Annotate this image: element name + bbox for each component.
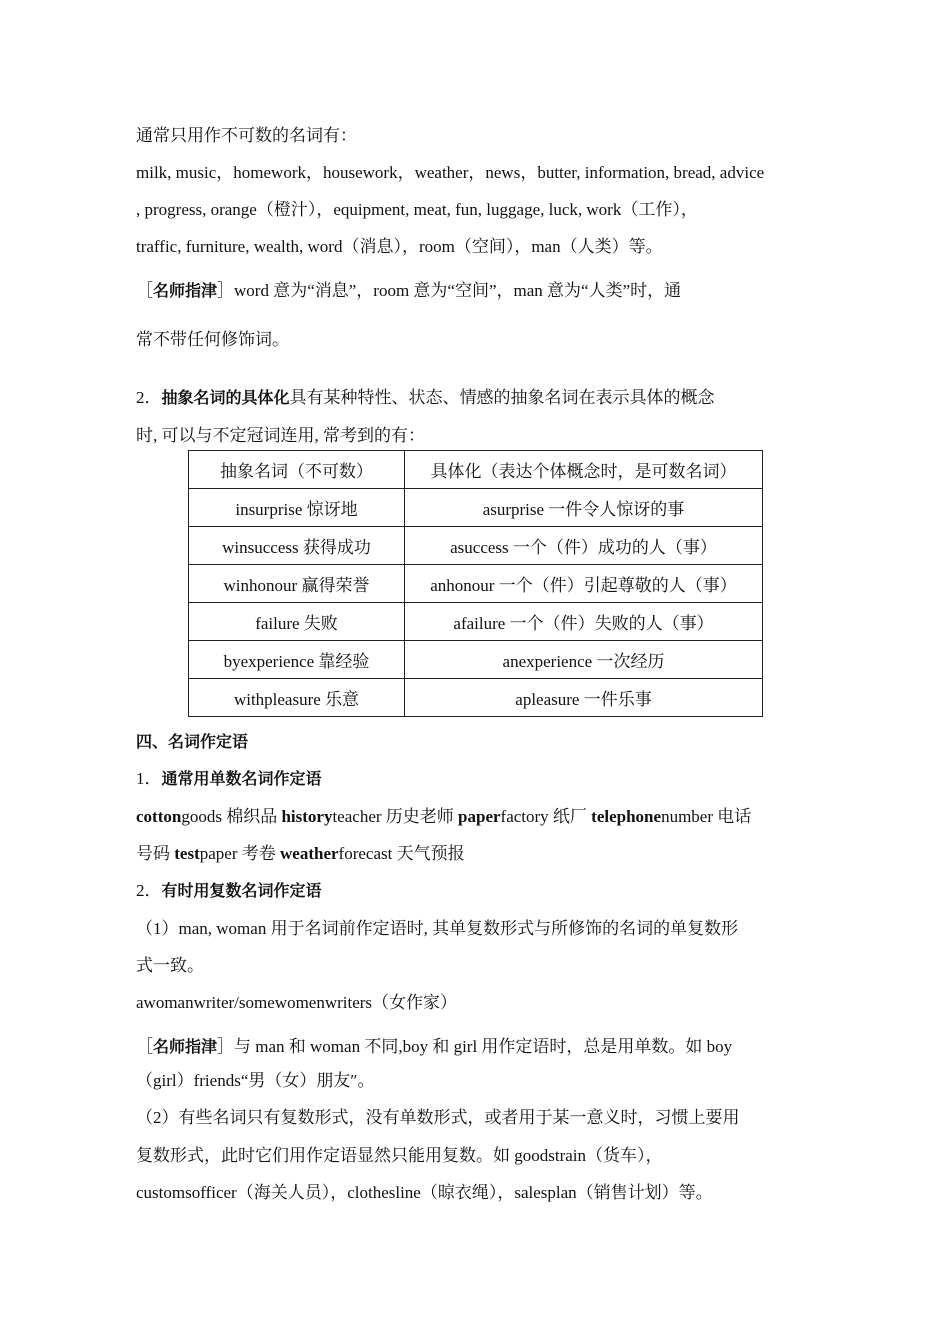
example-rest: forecast 天气预报 <box>338 844 465 863</box>
abstract-heading-line <box>136 386 715 410</box>
paragraph-2-line-1: （2）有些名词只有复数形式，没有单数形式，或者用于某一意义时，习惯上要用 <box>136 1108 740 1127</box>
table-cell: asurprise 一件令人惊讶的事 <box>405 489 763 527</box>
example-bold-word: cotton <box>136 807 182 826</box>
table-header-cell: 抽象名词（不可数） <box>189 451 405 489</box>
uncountable-list-line-3: traffic, furniture, wealth, word（消息），room（空间），man（人类）等。 <box>136 237 663 256</box>
example-rest: number 电话 <box>661 807 752 826</box>
paragraph-1-line-1: （1）man, woman 用于名词前作定语时, 其单复数形式与所修饰的名词的单复数形 <box>136 919 739 938</box>
uncountable-intro: 通常只用作不可数的名词有： <box>136 126 357 145</box>
examples-line-1 <box>136 805 751 829</box>
sub-2-number: 2． <box>136 881 162 900</box>
table-cell: insurprise 惊讶地 <box>189 489 405 527</box>
abstract-desc-line-2: 时, 可以与不定冠词连用, 常考到的有： <box>136 426 425 445</box>
tip-bracket: ［ <box>136 1037 153 1056</box>
paragraph-1-example: awomanwriter/somewomenwriters（女作家） <box>136 993 458 1012</box>
table-row <box>189 641 763 679</box>
table-cell: winsuccess 获得成功 <box>189 527 405 565</box>
example-rest: teacher 历史老师 <box>332 807 459 826</box>
table-header-row <box>189 451 763 489</box>
example-rest: goods 棉织品 <box>181 807 282 826</box>
table-cell: asuccess 一个（件）成功的人（事） <box>405 527 763 565</box>
example-rest: factory 纸厂 <box>500 807 592 826</box>
table-header-cell: 具体化（表达个体概念时，是可数名词） <box>405 451 763 489</box>
uncountable-list-line-1: milk, music，homework，housework，weather，news，butter, information, bread, advice <box>136 163 765 182</box>
tip-label: 名师指津 <box>153 281 218 300</box>
table-cell: failure 失败 <box>189 603 405 641</box>
table-row <box>189 679 763 717</box>
table-cell: anhonour 一个（件）引起尊敬的人（事） <box>405 565 763 603</box>
example-bold-word: test <box>174 844 200 863</box>
table-cell: apleasure 一件乐事 <box>405 679 763 717</box>
uncountable-list-line-2: , progress, orange（橙汁），equipment, meat, fun, luggage, luck, work（工作）， <box>136 200 698 219</box>
sub-1-heading: 通常用单数名词作定语 <box>161 769 322 788</box>
section-4-sub-1 <box>136 767 322 791</box>
paragraph-2-line-2: 复数形式，此时它们用作定语显然只能用复数。如 goodstrain（货车）， <box>136 1146 663 1165</box>
section-4-title: 四、名词作定语 <box>136 732 249 751</box>
example-bold-word: history <box>281 807 333 826</box>
paragraph-1-line-2: 式一致。 <box>136 956 204 975</box>
table-cell: anexperience 一次经历 <box>405 641 763 679</box>
section-4-sub-2 <box>136 879 322 903</box>
paragraph-2-line-3: customsofficer（海关人员），clothesline（晾衣绳），salesplan（销售计划）等。 <box>136 1183 713 1202</box>
sub-2-heading: 有时用复数名词作定语 <box>161 881 322 900</box>
table-row <box>189 603 763 641</box>
teacher-tip-2-line-2: （girl）friends“男（女）朋友″。 <box>136 1071 375 1090</box>
table-row <box>189 565 763 603</box>
teacher-tip-1-line-2: 常不带任何修饰词。 <box>136 330 289 349</box>
example-bold-word: telephone <box>591 807 662 826</box>
table-cell: winhonour 赢得荣誉 <box>189 565 405 603</box>
table-row <box>189 489 763 527</box>
abstract-desc: 具有某种特性、状态、情感的抽象名词在表示具体的概念 <box>289 388 715 407</box>
tip-bracket: ［ <box>136 281 153 300</box>
example-rest: 号码 <box>136 844 175 863</box>
teacher-tip-1 <box>136 279 681 303</box>
tip-text: ］与 man 和 woman 不同,boy 和 girl 用作定语时，总是用单数。如 boy <box>217 1037 733 1056</box>
example-rest: paper 考卷 <box>199 844 280 863</box>
abstract-noun-table <box>188 450 763 717</box>
example-bold-word: paper <box>458 807 501 826</box>
abstract-number: 2． <box>136 388 162 407</box>
table-cell: byexperience 靠经验 <box>189 641 405 679</box>
table-cell: afailure 一个（件）失败的人（事） <box>405 603 763 641</box>
tip-label: 名师指津 <box>153 1037 218 1056</box>
example-bold-word: weather <box>280 844 339 863</box>
tip-text: ］word 意为“消息”，room 意为“空间”，man 意为“人类”时，通 <box>217 281 682 300</box>
table-row <box>189 527 763 565</box>
table-cell: withpleasure 乐意 <box>189 679 405 717</box>
sub-1-number: 1． <box>136 769 162 788</box>
abstract-heading: 抽象名词的具体化 <box>161 388 290 407</box>
examples-line-2 <box>136 842 465 866</box>
teacher-tip-2 <box>136 1035 732 1059</box>
